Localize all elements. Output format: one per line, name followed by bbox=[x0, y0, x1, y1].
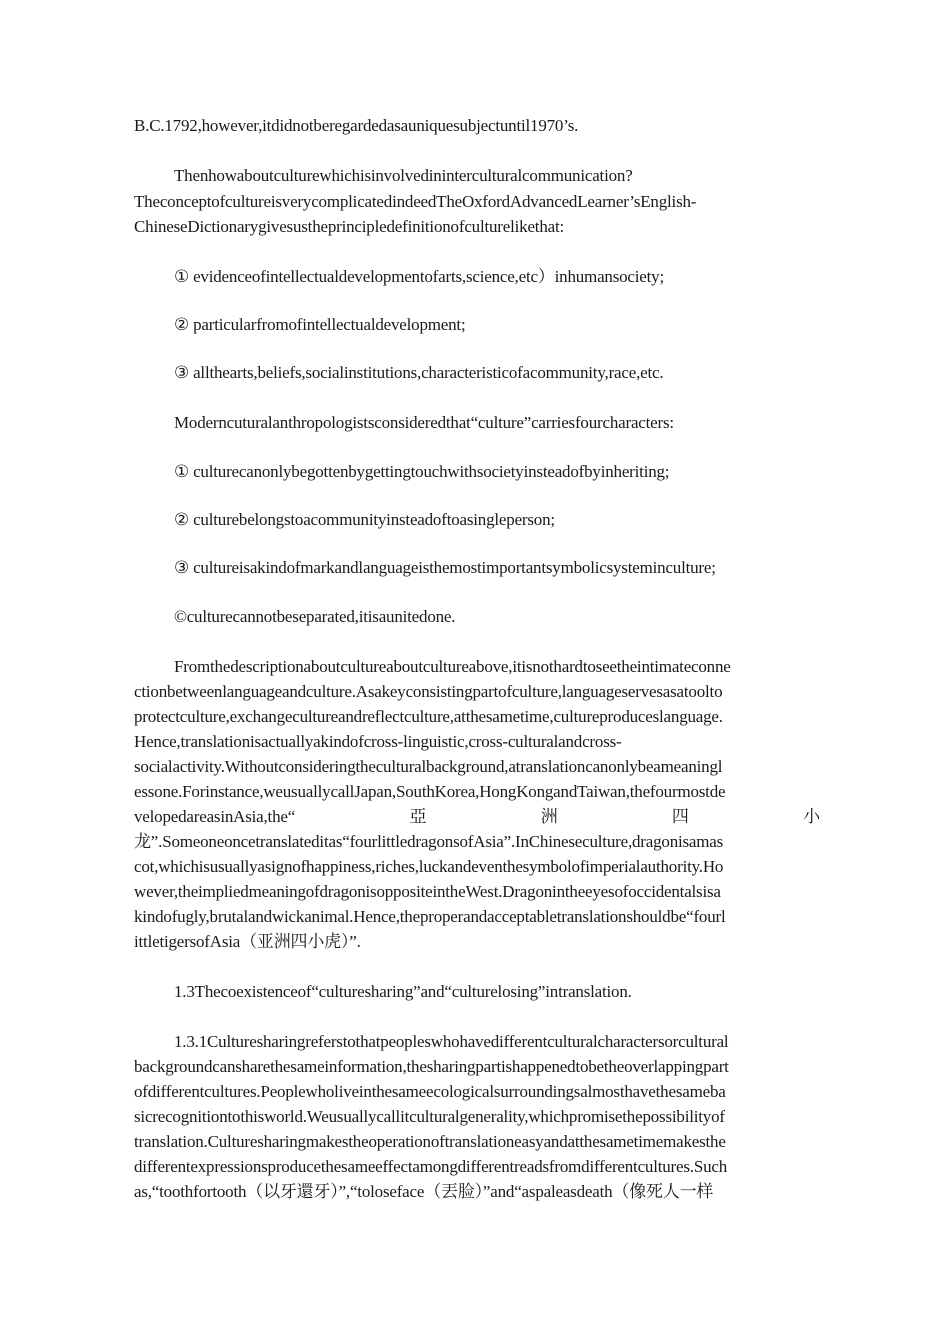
paragraph-sharing-line: ofdifferentcultures.Peoplewholiveinthesameecologicalsurroundingsalmosthavethesameba bbox=[134, 1082, 726, 1101]
paragraph-sharing-line: sicrecognitiontothisworld.Weusuallycallitculturalgenerality,whichpromisethepossibilityof bbox=[134, 1107, 725, 1126]
paragraph-sharing-line: as,“toothfortooth（以牙還牙）”,“toloseface（丟脸）”and“aspaleasdeath（像死人一样 bbox=[134, 1182, 714, 1201]
paragraph-description-line: cot,whichisusuallyasignofhappiness,riches,luckandeventhesymbolofimperialauthority.Ho bbox=[134, 857, 724, 876]
paragraph-sharing-line: 1.3.1Culturesharingreferstothatpeopleswhohavedifferentculturalcharactersorcultural bbox=[174, 1032, 729, 1051]
paragraph-sharing-line: translation.Culturesharingmakestheoperationoftranslationeasyandatthesametimemakesthe bbox=[134, 1132, 726, 1151]
justified-word: 亞 bbox=[409, 807, 427, 826]
character-item: ② culturebelongstoacommunityinsteadoftoasingleperson; bbox=[174, 510, 555, 529]
paragraph-anthropologists: Moderncuturalanthropologistsconsideredthat“culture”carriesfourcharacters: bbox=[174, 413, 674, 432]
paragraph-description-line: wever,theimpliedmeaningofdragonisoppositeintheWest.Dragonintheeyesofoccidentalsisa bbox=[134, 882, 721, 901]
justified-word: 洲 bbox=[540, 807, 558, 826]
paragraph-description-line: ctionbetweenlanguageandculture.Asakeyconsistingpartofculture,languageservesasatoolto bbox=[134, 682, 723, 701]
section-heading: 1.3Thecoexistenceof“culturesharing”and“culturelosing”intranslation. bbox=[174, 982, 632, 1001]
character-item: ©culturecannotbeseparated,itisaunitedone. bbox=[174, 607, 456, 626]
paragraph-sharing-line: differentexpressionsproducethesameeffectamongdifferentreadsfromdifferentcultures.Such bbox=[134, 1157, 728, 1176]
character-item: ③ cultureisakindofmarkandlanguageisthemostimportantsymbolicsysteminculture; bbox=[174, 558, 716, 577]
paragraph-sharing-line: backgroundcansharethesameinformation,thesharingpartishappenedtobetheoverlappingpart bbox=[134, 1057, 729, 1076]
justified-word: velopedareasinAsia,the“ bbox=[134, 807, 296, 826]
paragraph-description-line: kindofugly,brutalandwickanimal.Hence,theproperandacceptabletranslationshouldbe“fourl bbox=[134, 907, 726, 926]
paragraph-description-line: 龙”.Someoneoncetranslateditas“fourlittledragonsofAsia”.InChineseculture,dragonisamas bbox=[134, 832, 724, 851]
definition-item: ② particularfromofintellectualdevelopment; bbox=[174, 315, 466, 334]
paragraph-culture-line: Thenhowaboutculturewhichisinvolvedininterculturalcommunication? bbox=[174, 166, 633, 185]
paragraph-description-line: Hence,translationisactuallyakindofcross-linguistic,cross-culturalandcross- bbox=[134, 732, 622, 751]
paragraph-description-line: Fromthedescriptionaboutcultureaboutcultureabove,itisnothardtoseetheintimateconne bbox=[174, 657, 731, 676]
justified-word: 小 bbox=[803, 807, 820, 826]
paragraph-description-line: essone.Forinstance,weusuallycallJapan,SouthKorea,HongKongandTaiwan,thefourmostde bbox=[134, 782, 726, 801]
paragraph-intro: B.C.1792,however,itdidnotberegardedasauniquesubjectuntil1970’s. bbox=[134, 116, 579, 135]
paragraph-description-line: protectculture,exchangecultureandreflectculture,atthesametime,cultureproduceslanguage. bbox=[134, 707, 723, 726]
justified-word: 四 bbox=[671, 807, 689, 826]
definition-item: ③ allthearts,beliefs,socialinstitutions,characteristicofacommunity,race,etc. bbox=[174, 363, 664, 382]
paragraph-culture-line: TheconceptofcultureisverycomplicatedindeedTheOxfordAdvancedLearner’sEnglish- bbox=[134, 192, 697, 211]
character-item: ① culturecanonlybegottenbygettingtouchwithsocietyinsteadofbyinheriting; bbox=[174, 462, 670, 481]
paragraph-description-justified-line bbox=[134, 805, 820, 829]
paragraph-culture-line: ChineseDictionarygivesustheprincipledefinitionofculturelikethat: bbox=[134, 217, 565, 236]
paragraph-description-line: ittletigersofAsia（亚洲四小虎）”. bbox=[134, 932, 361, 951]
definition-item: ① evidenceofintellectualdevelopmentofarts,science,etc）inhumansociety; bbox=[174, 267, 664, 286]
paragraph-description-line: socialactivity.Withoutconsideringtheculturalbackground,atranslationcanonlybeameaningl bbox=[134, 757, 723, 776]
